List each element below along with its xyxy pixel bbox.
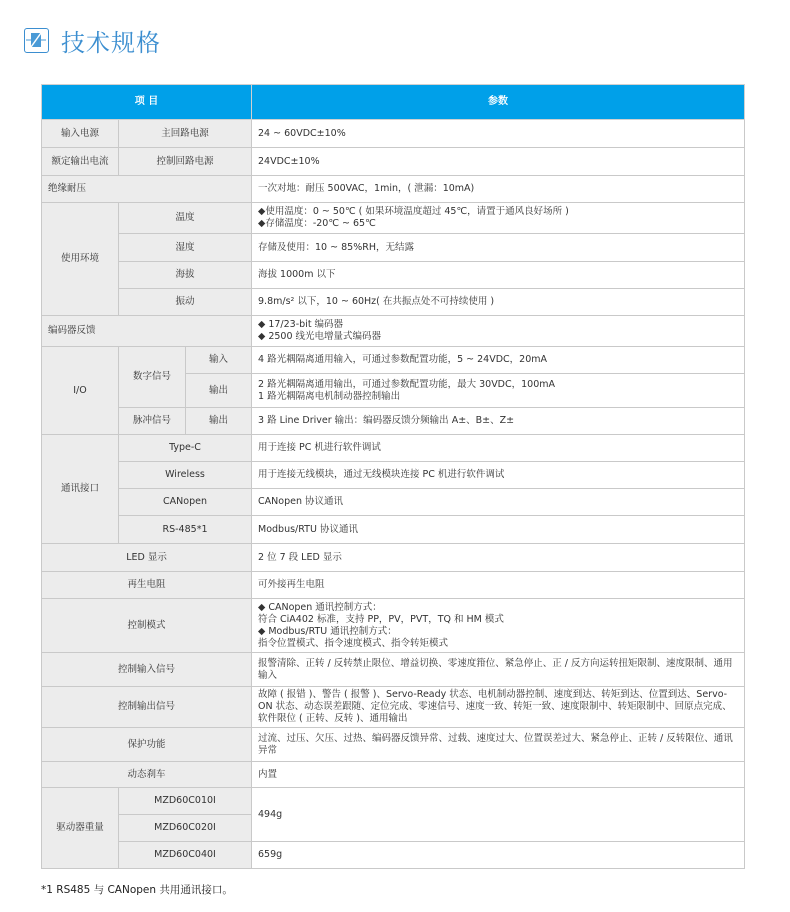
spec-value: 可外接再生电阻	[252, 572, 745, 599]
table-row	[42, 408, 745, 435]
header-item: 项 目	[42, 85, 252, 120]
spec-label: Wireless	[119, 462, 252, 489]
spec-label: 数字信号	[119, 347, 186, 408]
table-row	[42, 572, 745, 599]
spec-label: 振动	[119, 289, 252, 316]
table-row	[42, 653, 745, 687]
table-row	[42, 544, 745, 572]
spec-value: 24 ~ 60VDC±10%	[252, 120, 745, 148]
header-param: 参数	[252, 85, 745, 120]
spec-value: 494g	[252, 788, 745, 842]
spec-label: I/O	[42, 347, 119, 435]
table-row	[42, 687, 745, 728]
table-row	[42, 762, 745, 788]
spec-label: Type-C	[119, 435, 252, 462]
spec-label: 输入	[186, 347, 252, 374]
spec-label: 通讯接口	[42, 435, 119, 544]
spec-value: ◆使用温度：0 ~ 50℃ ( 如果环境温度超过 45℃，请置于通风良好场所 ) ◆存储温度：-20℃ ~ 65℃	[252, 203, 745, 234]
spec-label: 再生电阻	[42, 572, 252, 599]
table-row	[42, 120, 745, 148]
spec-label: 额定输出电流	[42, 148, 119, 176]
spec-label: LED 显示	[42, 544, 252, 572]
spec-label: 海拔	[119, 262, 252, 289]
spec-label: 保护功能	[42, 728, 252, 762]
table-row	[42, 347, 745, 374]
spec-value: 报警清除、正转 / 反转禁止限位、增益切换、零速度箝位、紧急停止、正 / 反方向运转扭矩限制、速度限制、通用输入	[252, 653, 745, 687]
table-row	[42, 435, 745, 462]
spec-label: 湿度	[119, 234, 252, 262]
spec-label: 编码器反馈	[42, 316, 252, 347]
table-row	[42, 489, 745, 516]
spec-label: 输出	[186, 374, 252, 408]
spec-label: 使用环境	[42, 203, 119, 316]
spec-value: Modbus/RTU 协议通讯	[252, 516, 745, 544]
spec-label: 主回路电源	[119, 120, 252, 148]
spec-value: 24VDC±10%	[252, 148, 745, 176]
spec-value: 过流、过压、欠压、过热、编码器反馈异常、过载、速度过大、位置误差过大、紧急停止、正转 / 反转限位、通讯异常	[252, 728, 745, 762]
spec-label: 控制回路电源	[119, 148, 252, 176]
spec-value: 659g	[252, 842, 745, 869]
spec-label: MZD60C040I	[119, 842, 252, 869]
table-row	[42, 842, 745, 869]
table-row	[42, 516, 745, 544]
spec-value: ◆ 17/23-bit 编码器 ◆ 2500 线光电增量式编码器	[252, 316, 745, 347]
spec-value: 2 路光耦隔离通用输出，可通过参数配置功能，最大 30VDC，100mA 1 路光耦隔离电机制动器控制输出	[252, 374, 745, 408]
spec-value: 海拔 1000m 以下	[252, 262, 745, 289]
table-row	[42, 788, 745, 815]
spec-value: CANopen 协议通讯	[252, 489, 745, 516]
table-row	[42, 462, 745, 489]
spec-label: 温度	[119, 203, 252, 234]
table-row	[42, 234, 745, 262]
spec-value: 故障 ( 报错 )、警告 ( 报警 )、Servo-Ready 状态、电机制动器控制、速度到达、转矩到达、位置到达、Servo-ON 状态、动态误差跟随、定位完成、零速信号、速度一致、转矩一致、速度限制中、转矩限制中、回原点完成、软件限位 ( 正转、反转 )、通用输出	[252, 687, 745, 728]
spec-value: 一次对地：耐压 500VAC，1min，( 泄漏：10mA)	[252, 176, 745, 203]
footnote: *1 RS485 与 CANopen 共用通讯接口。	[41, 884, 233, 896]
section-title	[24, 23, 161, 58]
table-row	[42, 148, 745, 176]
page-title: 技术规格	[61, 29, 161, 57]
table-row	[42, 176, 745, 203]
spec-value: 2 位 7 段 LED 显示	[252, 544, 745, 572]
spec-value: 3 路 Line Driver 输出：编码器反馈分频输出 A±、B±、Z±	[252, 408, 745, 435]
spec-label: MZD60C020I	[119, 815, 252, 842]
spec-table	[41, 84, 745, 869]
spec-label: 控制输出信号	[42, 687, 252, 728]
spec-label: 输出	[186, 408, 252, 435]
spec-label: MZD60C010I	[119, 788, 252, 815]
spec-label: 绝缘耐压	[42, 176, 252, 203]
spec-value: 4 路光耦隔离通用输入，可通过参数配置功能，5 ~ 24VDC，20mA	[252, 347, 745, 374]
table-row	[42, 289, 745, 316]
table-row	[42, 262, 745, 289]
spec-value: 内置	[252, 762, 745, 788]
spec-label: 动态刹车	[42, 762, 252, 788]
spec-label: 脉冲信号	[119, 408, 186, 435]
servo-drive-logo-icon	[24, 28, 49, 53]
spec-label: RS-485*1	[119, 516, 252, 544]
spec-label: 控制输入信号	[42, 653, 252, 687]
spec-label: 输入电源	[42, 120, 119, 148]
spec-label: 控制模式	[42, 599, 252, 653]
spec-label: CANopen	[119, 489, 252, 516]
spec-value: 用于连接无线模块，通过无线模块连接 PC 机进行软件调试	[252, 462, 745, 489]
spec-label: 驱动器重量	[42, 788, 119, 869]
spec-value: 9.8m/s² 以下，10 ~ 60Hz( 在共振点处不可持续使用 )	[252, 289, 745, 316]
table-row	[42, 599, 745, 653]
spec-value: 用于连接 PC 机进行软件调试	[252, 435, 745, 462]
spec-value: ◆ CANopen 通讯控制方式： 符合 CiA402 标准，支持 PP，PV，PVT，TQ 和 HM 模式 ◆ Modbus/RTU 通讯控制方式： 指令位置模式、指令速度模式、指令转矩模式	[252, 599, 745, 653]
spec-value: 存储及使用：10 ~ 85%RH，无结露	[252, 234, 745, 262]
table-row	[42, 728, 745, 762]
table-row	[42, 316, 745, 347]
table-row	[42, 203, 745, 234]
